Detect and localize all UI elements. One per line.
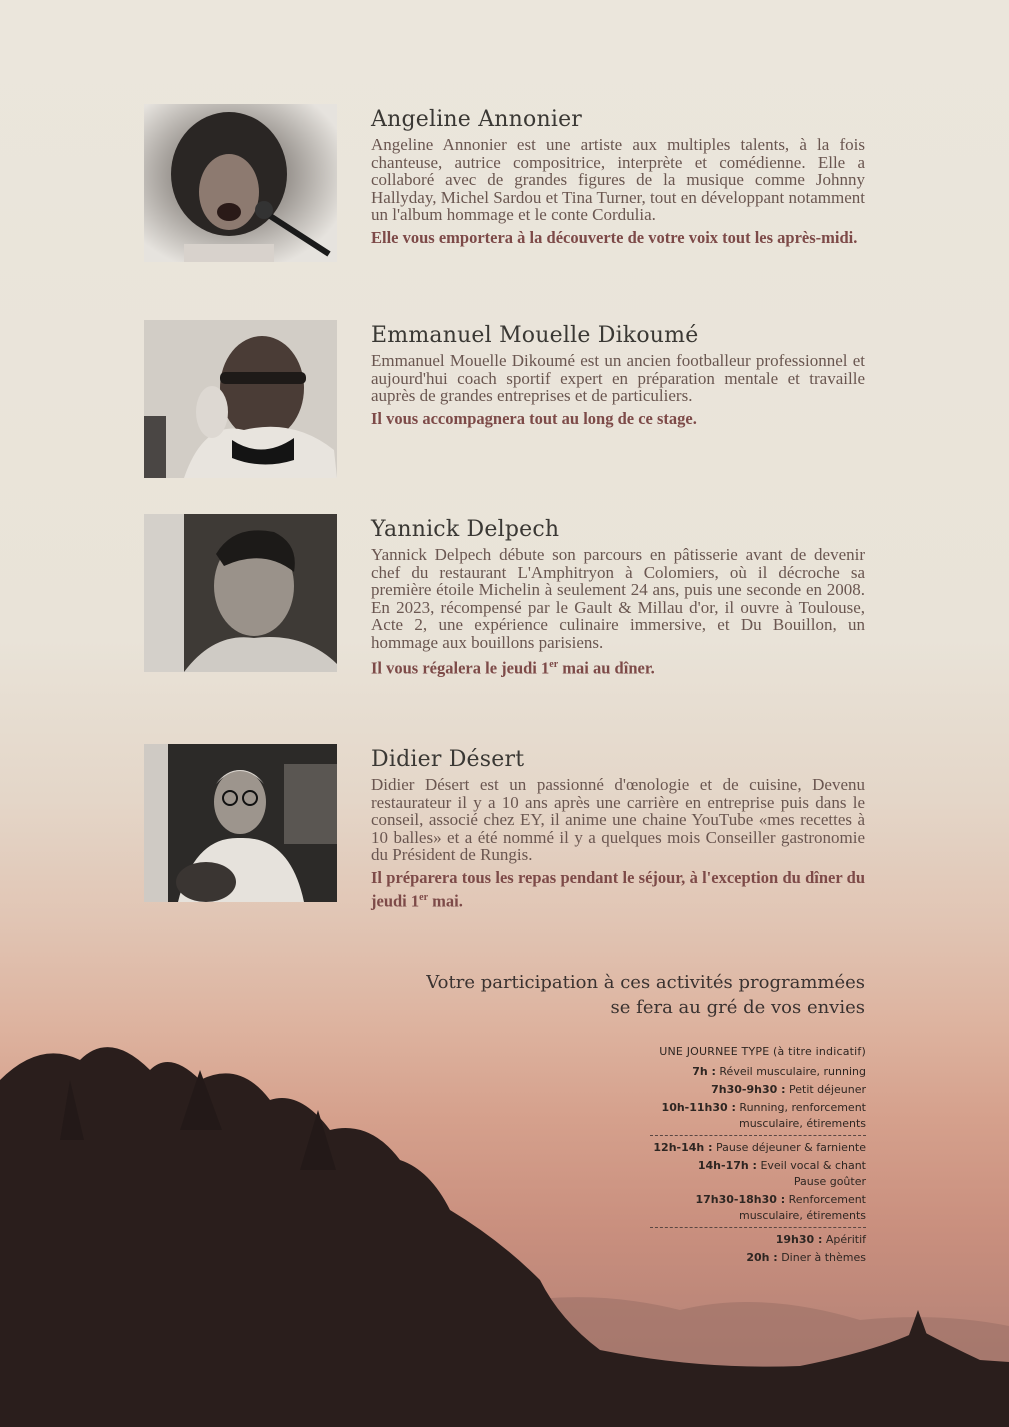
participation-line-2: se fera au gré de vos envies (610, 997, 865, 1018)
person-name: Didier Désert (371, 747, 525, 772)
schedule-row: 7h : Réveil musculaire, running (692, 1065, 866, 1078)
person-name: Emmanuel Mouelle Dikoumé (371, 323, 699, 348)
person-bio: Angeline Annonier est une artiste aux multiples talents, à la fois chanteuse, autrice compositrice, interprète et comédienne. Elle a collaboré avec de grandes figures de la musique comme Johnny Hallyday, Michel Sardou et Tina Turner, tout en développant notamment un l'album hommage et le conte Cordulia. (371, 135, 865, 224)
schedule-row: 12h-14h : Pause déjeuner & farniente (653, 1141, 866, 1154)
chef-portrait-icon (144, 514, 337, 672)
participation-line-1: Votre participation à ces activités programmées (426, 972, 865, 993)
person-bio: Emmanuel Mouelle Dikoumé est un ancien footballeur professionnel et aujourd'hui coach sportif expert en préparation mentale et travaille auprès de grandes entreprises et de particuliers. (371, 351, 865, 405)
cook-portrait-photo (144, 744, 337, 902)
singer-portrait-icon (144, 104, 337, 262)
coach-portrait-icon (144, 320, 337, 478)
schedule-row: 20h : Diner à thèmes (746, 1251, 866, 1264)
person-name: Yannick Delpech (371, 517, 560, 542)
person-highlight: Elle vous emportera à la découverte de votre voix tout les après-midi. (371, 227, 858, 247)
chef-portrait-photo (144, 514, 337, 672)
schedule-divider (650, 1227, 866, 1228)
singer-portrait-photo (144, 104, 337, 262)
person-highlight: Il préparera tous les repas pendant le séjour, à l'exception du dîner du jeudi 1er mai. (371, 867, 865, 910)
person-bio: Didier Désert est un passionné d'œnologie et de cuisine, Devenu restaurateur il y a 10 ans après une carrière en entreprise puis dans le conseil, associé chez EY, il anime une chaine YouTube «mes recettes à 10 balles» et a été nommé il y a quelques mois Conseiller gastronomie du Président de Rungis. (371, 775, 865, 864)
cook-portrait-icon (144, 744, 337, 902)
schedule-row: 19h30 : Apéritif (775, 1233, 866, 1246)
coach-portrait-photo (144, 320, 337, 478)
schedule-divider (650, 1135, 866, 1136)
person-name: Angeline Annonier (371, 107, 583, 132)
participation-note (300, 970, 865, 1020)
person-highlight: Il vous régalera le jeudi 1er mai au dîner. (371, 658, 655, 678)
schedule-row: 10h-11h30 : Running, renforcement musculaire, étirements (661, 1101, 866, 1130)
person-bio: Yannick Delpech débute son parcours en pâtisserie avant de devenir chef du restaurant L'Amphitryon à Colomiers, où il décroche sa première étoile Michelin à seulement 24 ans, puis une seconde en 2008. En 2023, récompensé par le Gault & Millau d'or, il ouvre à Toulouse, Acte 2, une expérience culinaire immersive, et Du Bouillon, un hommage aux bouillons parisiens. (371, 545, 865, 652)
schedule-row: 14h-17h : Eveil vocal & chant Pause goûter (697, 1159, 866, 1188)
schedule-title: UNE JOURNEE TYPE (à titre indicatif) (659, 1045, 866, 1058)
person-highlight: Il vous accompagnera tout au long de ce stage. (371, 408, 697, 428)
schedule-row: 7h30-9h30 : Petit déjeuner (711, 1083, 866, 1096)
schedule-row: 17h30-18h30 : Renforcement musculaire, étirements (695, 1193, 866, 1222)
day-schedule (640, 1044, 866, 1268)
